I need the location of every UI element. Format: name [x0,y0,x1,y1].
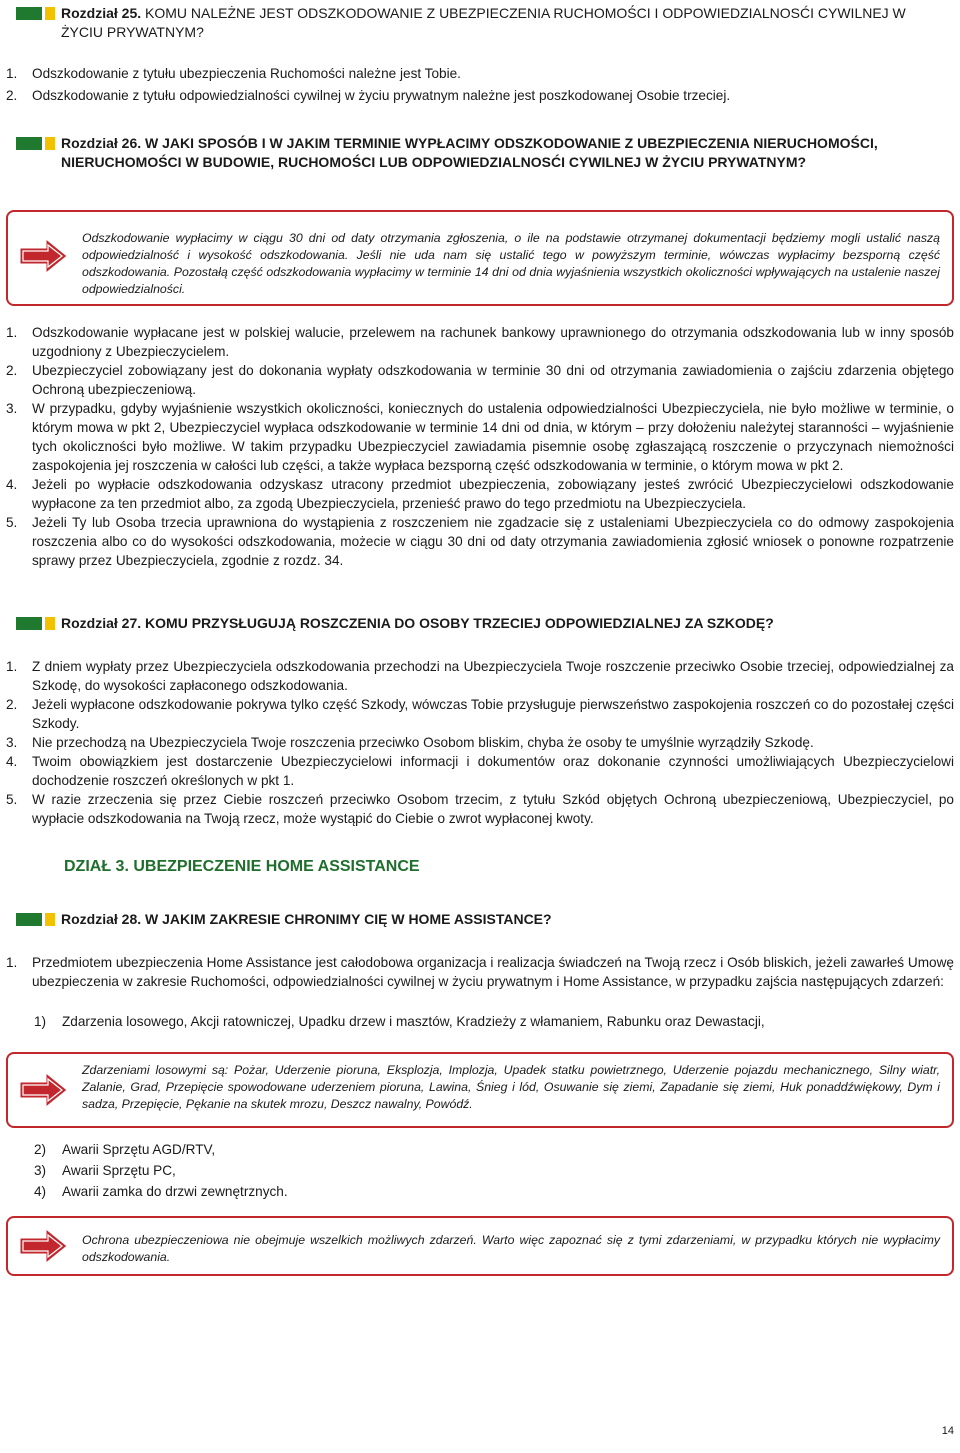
arrow-icon [18,1070,70,1110]
list-item: 5. W razie zrzeczenia się przez Ciebie roszczeń przeciwko Osobom trzecim, z tytułu Szkód objętych Ochroną ubezpieczeniową, Ubezpieczyciel, po wypłacie odszkodowania na Twoją rzecz, może wystąpić do Ciebie o zwrot wypłaconej kwoty. [6,792,954,826]
chapter-28-heading [16,910,941,929]
list-item: 5. Jeżeli Ty lub Osoba trzecia uprawniona do wystąpienia z roszczeniem nie zgadzacie się z ustaleniami Ubezpieczyciela co do odmowy zaspokojenia roszczenia albo co do wysokości odszkodowania, możecie w ciągu 30 dni od daty otrzymania zawiadomienia zgłosić wniosek o ponowne rozpatrzenie sprawy przez Ubezpieczyciela, zgodnie z rozdz. 34. [6,515,954,568]
list-item: 1. Odszkodowanie z tytułu ubezpieczenia Ruchomości należne jest Tobie. [6,66,461,81]
list-item: 2) Awarii Sprzętu AGD/RTV, [34,1142,216,1157]
list-item: 1) Zdarzenia losowego, Akcji ratowniczej, Upadku drzew i masztów, Kradzieży z włamaniem, Rabunku oraz Dewastacji, [34,1014,765,1029]
chapter-title: W JAKIM ZAKRESIE CHRONIMY CIĘ W HOME ASSISTANCE? [145,911,552,927]
chapter-28-sublist-a [34,1011,934,1032]
list-item: 4) Awarii zamka do drzwi zewnętrznych. [34,1184,288,1199]
section-marker-icon [16,137,61,150]
chapter-label: Rozdział 25. [61,5,142,21]
chapter-26-heading [16,134,941,172]
list-item: 2. Jeżeli wypłacone odszkodowanie pokrywa tylko część Szkody, wówczas Tobie przysługuje pierwszeństwo zaspokojenia roszczeń co do pozostałej części Szkody. [6,697,954,731]
info-note-box [6,1216,954,1276]
section-marker-icon [16,7,61,20]
list-item: 3) Awarii Sprzętu PC, [34,1163,176,1178]
list-item: 2. Odszkodowanie z tytułu odpowiedzialności cywilnej w życiu prywatnym należne jest poszkodowanej Osobie trzeciej. [6,88,731,103]
chapter-title: KOMU PRZYSŁUGUJĄ ROSZCZENIA DO OSOBY TRZECIEJ ODPOWIEDZIALNEJ ZA SZKODĘ? [145,615,774,631]
chapter-28-sublist-b [34,1139,934,1202]
section-marker-icon [16,617,61,630]
chapter-25-heading [16,4,941,42]
list-item: 3. W przypadku, gdyby wyjaśnienie wszystkich okoliczności, koniecznych do ustalenia odpowiedzialności Ubezpieczyciela, nie było możliwe w terminie, o którym mowa w pkt 2, Ubezpieczyciel wypłaca odszkodowanie w terminie 14 dni od dnia, w którym – przy dołożeniu należytej staranności – wyjaśnienie tych okoliczności było możliwe. W takim przypadku Ubezpieczyciel zawiadamia pisemnie osobę zgłaszającą roszczenie o przyczynach niemożności zaspokojenia jej roszczenia w całości lub części, a także wypłaca bezsporną część odszkodowania w terminie, o którym mowa w pkt 2. [6,401,954,473]
list-item: 4. Jeżeli po wypłacie odszkodowania odzyskasz utracony przedmiot ubezpieczenia, zobowiązany jesteś zwrócić Ubezpieczycielowi odszkodowanie wypłacone za ten przedmiot albo, za zgodą Ubezpieczyciela, przenieść prawo do tego przedmiotu na Ubezpieczyciela. [6,477,954,511]
chapter-title: KOMU NALEŻNE JEST ODSZKODOWANIE Z UBEZPIECZENIA RUCHOMOŚCI I ODPOWIEDZIALNOSĆI CYWILNEJ W ŻYCIU PRYWATNYM? [61,5,906,40]
chapter-label: Rozdział 26. [61,135,142,151]
list-item: 1. Przedmiotem ubezpieczenia Home Assistance jest całodobowa organizacja i realizacja świadczeń na Twoją rzecz i Osób bliskich, jeżeli zawarłeś Umowę ubezpieczenia w zakresie Ruchomości, odpowiedzialności cywilnej w życiu prywatnym i Home Assistance, w przypadku zajścia następujących zdarzeń: [6,955,954,989]
list-item: 3. Nie przechodzą na Ubezpieczyciela Twoje roszczenia przeciwko Osobom bliskim, chyba że osoby te umyślnie wyrządziły Szkodę. [6,735,814,750]
chapter-28-list [6,953,954,991]
note-text: Zdarzeniami losowymi są: Pożar, Uderzenie pioruna, Eksplozja, Implozja, Upadek statku powietrznego, Uderzenie pojazdu mechanicznego, Silny wiatr, Zalanie, Grad, Przepięcie spowodowane uderzeniem pioruna, Lawina, Śnieg i lód, Osuwanie się ziemi, Zapadanie się ziemi, Huk ponaddźwiękowy, Dym i sadza, Przepięcie, Pękanie na skutek mrozu, Deszcz nawalny, Powódź. [82,1063,940,1111]
list-item: 1. Odszkodowanie wypłacane jest w polskiej walucie, przelewem na rachunek bankowy uprawnionego do otrzymania odszkodowania lub w inny sposób uzgodniony z Ubezpieczycielem. [6,325,954,359]
arrow-icon [18,1226,70,1266]
chapter-27-heading [16,614,941,633]
chapter-27-list [6,657,954,828]
list-item: 4. Twoim obowiązkiem jest dostarczenie Ubezpieczycielowi informacji i dokumentów oraz dokonanie czynności umożliwiających Ubezpieczycielowi dochodzenie roszczeń określonych w pkt 1. [6,754,954,788]
page-number: 14 [941,1425,954,1437]
list-item: 1. Z dniem wypłaty przez Ubezpieczyciela odszkodowania przechodzi na Ubezpieczyciela Twoje roszczenie przeciwko Osobie trzeciej, odpowiedzialnej za Szkodę, do wysokości zapłaconego odszkodowania. [6,659,954,693]
chapter-label: Rozdział 28. [61,911,142,927]
section-marker-icon [16,913,61,926]
chapter-title: W JAKI SPOSÓB I W JAKIM TERMINIE WYPŁACIMY ODSZKODOWANIE Z UBEZPIECZENIA NIERUCHOMOŚCI, NIERUCHOMOŚCI W BUDOWIE, RUCHOMOŚCI LUB ODPOWIEDZIALNOSĆI CYWILNEJ W ŻYCIU PRYWATNYM? [61,135,878,170]
chapter-26-list [6,323,954,570]
section-title: DZIAŁ 3. UBEZPIECZENIE HOME ASSISTANCE [64,858,420,875]
note-text: Ochrona ubezpieczeniowa nie obejmuje wszelkich możliwych zdarzeń. Warto więc zapoznać się z tymi zdarzeniami, w przypadku których nie wypłacimy odszkodowania. [82,1233,940,1264]
chapter-label: Rozdział 27. [61,615,142,631]
arrow-icon [18,236,70,276]
info-note-box [6,1052,954,1128]
chapter-25-list [6,64,954,105]
info-note-box [6,210,954,306]
list-item: 2. Ubezpieczyciel zobowiązany jest do dokonania wypłaty odszkodowania w terminie 30 dni od otrzymania zawiadomienia o zajściu zdarzenia objętego Ochroną ubezpieczeniową. [6,363,954,397]
note-text: Odszkodowanie wypłacimy w ciągu 30 dni od daty otrzymania zgłoszenia, o ile na podstawie otrzymanej dokumentacji będziemy mogli ustalić naszą odpowiedzialność i wysokość odszkodowania. Jeśli nie uda nam się ustalić tego w powyższym terminie, wówczas wypłacimy bezsporną część odszkodowania. Pozostałą część odszkodowania wypłacimy w terminie 14 dni od dnia wyjaśnienia wszystkich okoliczności wpływających na ustalenie naszej odpowiedzialności. [82,231,941,296]
